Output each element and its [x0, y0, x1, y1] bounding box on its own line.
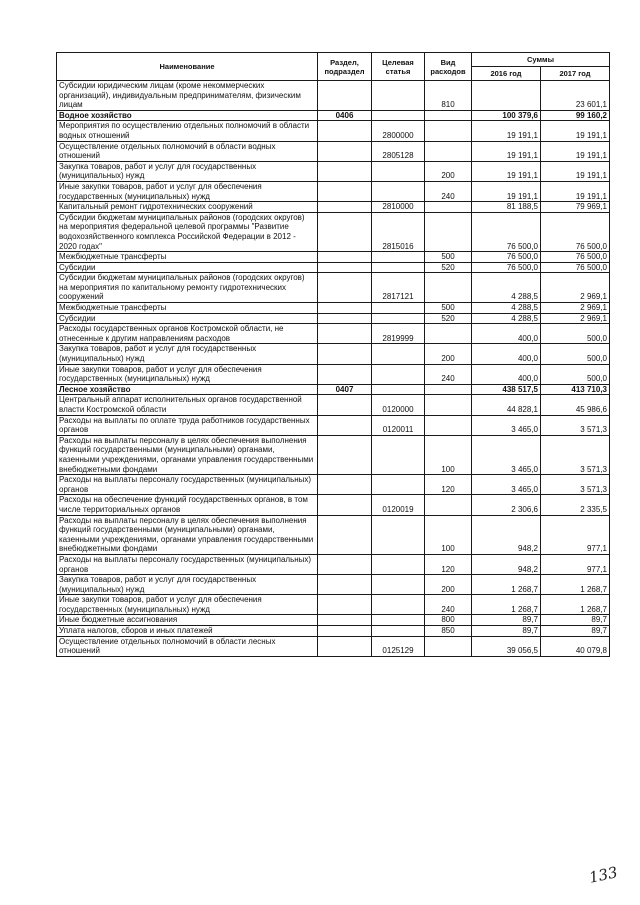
cell-section [318, 202, 372, 213]
cell-2017: 89,7 [541, 615, 610, 626]
cell-target: 0125129 [372, 636, 425, 656]
cell-2017: 1 268,7 [541, 595, 610, 615]
cell-section [318, 262, 372, 273]
cell-name: Осуществление отдельных полномочий в области лесных отношений [57, 636, 318, 656]
cell-target [372, 344, 425, 364]
table-header [57, 53, 610, 81]
cell-2016: 19 191,1 [472, 181, 541, 201]
cell-target: 0120011 [372, 415, 425, 435]
cell-kind: 240 [425, 181, 472, 201]
table-row [57, 252, 610, 263]
cell-name: Иные закупки товаров, работ и услуг для обеспечения государственных (муниципальных) нужд [57, 364, 318, 384]
table-row [57, 626, 610, 637]
cell-section [318, 395, 372, 415]
cell-section: 0406 [318, 110, 372, 121]
cell-section [318, 81, 372, 111]
cell-2016: 76 500,0 [472, 212, 541, 251]
table-row [57, 121, 610, 141]
cell-2016: 19 191,1 [472, 161, 541, 181]
table-row [57, 161, 610, 181]
cell-2016: 76 500,0 [472, 262, 541, 273]
cell-2016: 1 268,7 [472, 575, 541, 595]
cell-name: Субсидии бюджетам муниципальных районов (городских округов) на мероприятия федеральной целевой программы "Развитие водохозяйственного комплекса Российской Федерации в 2012 - 2020 годах" [57, 212, 318, 251]
header-target: Целевая статья [372, 53, 425, 81]
cell-kind: 200 [425, 575, 472, 595]
cell-kind [425, 324, 472, 344]
cell-name: Расходы на выплаты персоналу государственных (муниципальных) органов [57, 475, 318, 495]
cell-2016 [472, 81, 541, 111]
cell-kind: 520 [425, 313, 472, 324]
header-sums: Суммы [472, 53, 610, 67]
cell-2017: 19 191,1 [541, 161, 610, 181]
cell-target: 2805128 [372, 141, 425, 161]
cell-2016: 4 288,5 [472, 273, 541, 303]
cell-target [372, 475, 425, 495]
table-row [57, 212, 610, 251]
cell-kind: 100 [425, 435, 472, 474]
cell-kind: 120 [425, 554, 472, 574]
cell-section [318, 121, 372, 141]
cell-2017: 500,0 [541, 344, 610, 364]
cell-kind: 800 [425, 615, 472, 626]
cell-target [372, 110, 425, 121]
table-body [57, 81, 610, 657]
cell-kind: 240 [425, 595, 472, 615]
cell-section [318, 364, 372, 384]
cell-2016: 400,0 [472, 364, 541, 384]
cell-name: Расходы на выплаты персоналу в целях обеспечения выполнения функций государственными (муниципальными) органами, казенными учреждениями, органами управления государственными внебюджетными фондами [57, 515, 318, 554]
cell-section [318, 626, 372, 637]
cell-kind [425, 121, 472, 141]
cell-target: 0120000 [372, 395, 425, 415]
cell-section [318, 515, 372, 554]
cell-2017: 76 500,0 [541, 212, 610, 251]
cell-2016: 438 517,5 [472, 384, 541, 395]
cell-kind: 200 [425, 161, 472, 181]
cell-section [318, 575, 372, 595]
cell-target [372, 364, 425, 384]
table-row [57, 313, 610, 324]
cell-section [318, 435, 372, 474]
cell-2016: 3 465,0 [472, 415, 541, 435]
cell-section [318, 252, 372, 263]
cell-2016: 44 828,1 [472, 395, 541, 415]
cell-2016: 400,0 [472, 324, 541, 344]
cell-name: Субсидии [57, 313, 318, 324]
cell-section [318, 554, 372, 574]
table-row [57, 495, 610, 515]
table-row [57, 202, 610, 213]
cell-2017: 977,1 [541, 515, 610, 554]
cell-target [372, 615, 425, 626]
cell-2017: 89,7 [541, 626, 610, 637]
cell-name: Расходы государственных органов Костромской области, не отнесенные к другим направлениям расходов [57, 324, 318, 344]
cell-section: 0407 [318, 384, 372, 395]
cell-2017: 2 969,1 [541, 273, 610, 303]
cell-section [318, 303, 372, 314]
cell-target [372, 384, 425, 395]
cell-target [372, 81, 425, 111]
cell-2017: 977,1 [541, 554, 610, 574]
cell-2016: 948,2 [472, 554, 541, 574]
cell-target [372, 262, 425, 273]
table-row [57, 81, 610, 111]
cell-kind [425, 273, 472, 303]
cell-2017: 76 500,0 [541, 262, 610, 273]
cell-name: Осуществление отдельных полномочий в области водных отношений [57, 141, 318, 161]
cell-name: Межбюджетные трансферты [57, 303, 318, 314]
cell-target [372, 626, 425, 637]
cell-kind: 120 [425, 475, 472, 495]
cell-target: 2819999 [372, 324, 425, 344]
table-row [57, 475, 610, 495]
table-row [57, 324, 610, 344]
cell-2017: 76 500,0 [541, 252, 610, 263]
table-row [57, 435, 610, 474]
cell-name: Расходы на выплаты персоналу в целях обеспечения выполнения функций государственными (муниципальными) органами, казенными учреждениями, органами управления государственными внебюджетными фондами [57, 435, 318, 474]
cell-2016: 4 288,5 [472, 313, 541, 324]
cell-target [372, 435, 425, 474]
table-row [57, 415, 610, 435]
cell-kind: 500 [425, 252, 472, 263]
cell-name: Расходы на обеспечение функций государственных органов, в том числе территориальных органов [57, 495, 318, 515]
cell-section [318, 313, 372, 324]
cell-name: Иные бюджетные ассигнования [57, 615, 318, 626]
cell-2016: 4 288,5 [472, 303, 541, 314]
table-row [57, 615, 610, 626]
cell-target: 2815016 [372, 212, 425, 251]
table-row [57, 303, 610, 314]
cell-2017: 23 601,1 [541, 81, 610, 111]
cell-name: Иные закупки товаров, работ и услуг для обеспечения государственных (муниципальных) нужд [57, 181, 318, 201]
cell-2016: 3 465,0 [472, 475, 541, 495]
cell-kind: 200 [425, 344, 472, 364]
header-kind: Вид расходов [425, 53, 472, 81]
cell-kind: 850 [425, 626, 472, 637]
cell-kind [425, 384, 472, 395]
cell-2016: 948,2 [472, 515, 541, 554]
cell-target [372, 595, 425, 615]
cell-2017: 2 969,1 [541, 313, 610, 324]
header-year-2016: 2016 год [472, 67, 541, 81]
cell-name: Закупка товаров, работ и услуг для государственных (муниципальных) нужд [57, 161, 318, 181]
cell-kind [425, 636, 472, 656]
cell-2017: 19 191,1 [541, 141, 610, 161]
cell-kind: 810 [425, 81, 472, 111]
cell-target: 0120019 [372, 495, 425, 515]
cell-2017: 413 710,3 [541, 384, 610, 395]
cell-target [372, 515, 425, 554]
cell-kind: 100 [425, 515, 472, 554]
table-row [57, 110, 610, 121]
cell-2017: 40 079,8 [541, 636, 610, 656]
cell-name: Капитальный ремонт гидротехнических сооружений [57, 202, 318, 213]
cell-section [318, 161, 372, 181]
cell-name: Расходы на выплаты по оплате труда работников государственных органов [57, 415, 318, 435]
cell-2017: 1 268,7 [541, 575, 610, 595]
table-row [57, 384, 610, 395]
cell-2016: 3 465,0 [472, 435, 541, 474]
cell-kind [425, 110, 472, 121]
cell-2017: 500,0 [541, 324, 610, 344]
cell-2017: 19 191,1 [541, 121, 610, 141]
table-row [57, 515, 610, 554]
cell-section [318, 181, 372, 201]
cell-kind [425, 212, 472, 251]
cell-kind [425, 415, 472, 435]
cell-section [318, 475, 372, 495]
cell-2016: 89,7 [472, 626, 541, 637]
cell-2016: 400,0 [472, 344, 541, 364]
cell-2016: 39 056,5 [472, 636, 541, 656]
cell-kind [425, 395, 472, 415]
cell-name: Мероприятия по осуществлению отдельных полномочий в области водных отношений [57, 121, 318, 141]
cell-kind [425, 495, 472, 515]
cell-target [372, 252, 425, 263]
cell-2017: 3 571,3 [541, 435, 610, 474]
cell-2017: 3 571,3 [541, 415, 610, 435]
cell-2017: 79 969,1 [541, 202, 610, 213]
cell-name: Субсидии юридическим лицам (кроме некоммерческих организаций), индивидуальным предпринимателям, физическим лицам [57, 81, 318, 111]
page-number: 133 [587, 863, 620, 887]
cell-2016: 100 379,6 [472, 110, 541, 121]
cell-2016: 1 268,7 [472, 595, 541, 615]
cell-target: 2817121 [372, 273, 425, 303]
cell-target: 2800000 [372, 121, 425, 141]
table-row [57, 364, 610, 384]
table-row [57, 636, 610, 656]
table-row [57, 141, 610, 161]
cell-section [318, 141, 372, 161]
cell-section [318, 495, 372, 515]
budget-table [56, 52, 610, 657]
cell-section [318, 212, 372, 251]
table-row [57, 273, 610, 303]
cell-kind: 520 [425, 262, 472, 273]
cell-2017: 2 335,5 [541, 495, 610, 515]
cell-2017: 19 191,1 [541, 181, 610, 201]
cell-target [372, 181, 425, 201]
cell-section [318, 324, 372, 344]
cell-2017: 500,0 [541, 364, 610, 384]
table-row [57, 262, 610, 273]
cell-kind [425, 141, 472, 161]
cell-2016: 81 188,5 [472, 202, 541, 213]
table-row [57, 554, 610, 574]
cell-2017: 3 571,3 [541, 475, 610, 495]
table-row [57, 595, 610, 615]
cell-name: Закупка товаров, работ и услуг для государственных (муниципальных) нужд [57, 344, 318, 364]
cell-kind: 240 [425, 364, 472, 384]
cell-section [318, 636, 372, 656]
cell-target [372, 575, 425, 595]
cell-2016: 19 191,1 [472, 121, 541, 141]
cell-name: Уплата налогов, сборов и иных платежей [57, 626, 318, 637]
cell-2016: 76 500,0 [472, 252, 541, 263]
cell-2016: 2 306,6 [472, 495, 541, 515]
cell-2017: 2 969,1 [541, 303, 610, 314]
cell-name: Субсидии бюджетам муниципальных районов (городских округов) на мероприятия по капитальному ремонту гидротехнических сооружений [57, 273, 318, 303]
cell-kind [425, 202, 472, 213]
cell-name: Межбюджетные трансферты [57, 252, 318, 263]
cell-name: Закупка товаров, работ и услуг для государственных (муниципальных) нужд [57, 575, 318, 595]
header-year-2017: 2017 год [541, 67, 610, 81]
cell-target [372, 161, 425, 181]
cell-name: Субсидии [57, 262, 318, 273]
cell-name: Расходы на выплаты персоналу государственных (муниципальных) органов [57, 554, 318, 574]
cell-kind: 500 [425, 303, 472, 314]
cell-target: 2810000 [372, 202, 425, 213]
table-row [57, 395, 610, 415]
cell-2016: 19 191,1 [472, 141, 541, 161]
table-row [57, 181, 610, 201]
cell-section [318, 615, 372, 626]
table-row [57, 344, 610, 364]
cell-name: Водное хозяйство [57, 110, 318, 121]
cell-name: Лесное хозяйство [57, 384, 318, 395]
header-section: Раздел, подраздел [318, 53, 372, 81]
cell-2016: 89,7 [472, 615, 541, 626]
header-name: Наименование [57, 53, 318, 81]
cell-target [372, 303, 425, 314]
cell-2017: 99 160,2 [541, 110, 610, 121]
table-row [57, 575, 610, 595]
cell-name: Центральный аппарат исполнительных органов государственной власти Костромской области [57, 395, 318, 415]
cell-target [372, 554, 425, 574]
cell-2017: 45 986,6 [541, 395, 610, 415]
cell-section [318, 273, 372, 303]
cell-section [318, 415, 372, 435]
cell-name: Иные закупки товаров, работ и услуг для обеспечения государственных (муниципальных) нужд [57, 595, 318, 615]
cell-target [372, 313, 425, 324]
cell-section [318, 595, 372, 615]
cell-section [318, 344, 372, 364]
